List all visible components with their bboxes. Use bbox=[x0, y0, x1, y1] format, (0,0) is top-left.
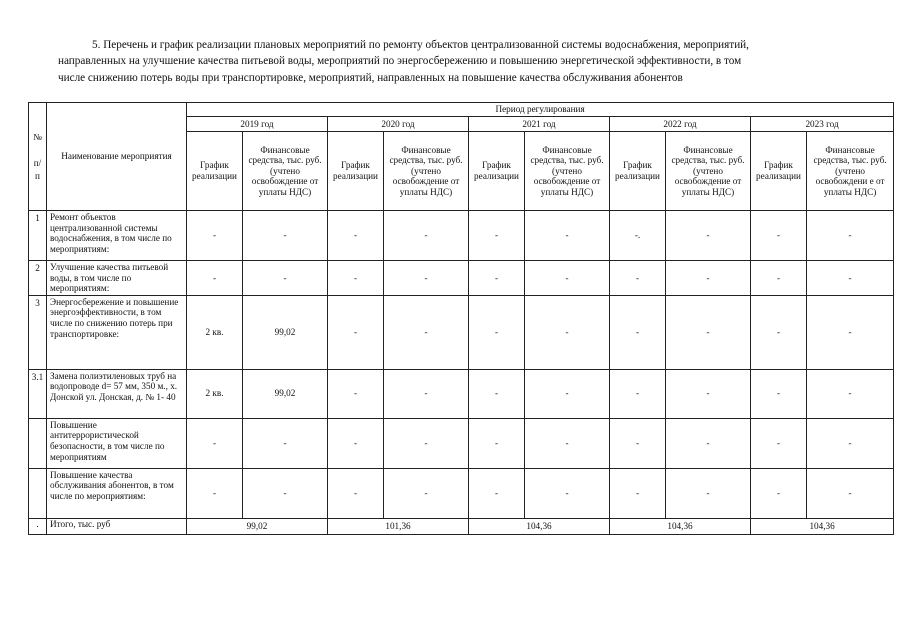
schedule-cell: - bbox=[469, 261, 525, 296]
finance-cell: - bbox=[525, 211, 610, 261]
year-header: 2022 год bbox=[610, 117, 751, 132]
finance-cell: - bbox=[243, 211, 328, 261]
finance-cell: - bbox=[525, 261, 610, 296]
schedule-cell: - bbox=[187, 418, 243, 468]
finance-cell: - bbox=[666, 468, 751, 518]
finance-cell: - bbox=[384, 418, 469, 468]
schedule-cell: -. bbox=[610, 211, 666, 261]
total-value: 104,36 bbox=[469, 518, 610, 534]
schedule-cell: - bbox=[610, 468, 666, 518]
schedule-cell: - bbox=[328, 295, 384, 369]
number-column-header bbox=[29, 103, 47, 211]
number-header-line-3: п bbox=[35, 170, 40, 181]
schedule-cell: - bbox=[328, 261, 384, 296]
finance-cell: - bbox=[666, 418, 751, 468]
year-header: 2019 год bbox=[187, 117, 328, 132]
total-value: 104,36 bbox=[610, 518, 751, 534]
schedule-cell: - bbox=[469, 418, 525, 468]
finance-cell: - bbox=[525, 468, 610, 518]
finance-cell: - bbox=[666, 261, 751, 296]
finance-cell: - bbox=[807, 211, 894, 261]
heading-line-3: числе снижению потерь воды при транспортировке, мероприятий, направленных на повышение качества обслуживания абонентов bbox=[58, 71, 683, 84]
schedule-cell: - bbox=[610, 261, 666, 296]
schedule-header: График реализации bbox=[610, 132, 666, 211]
schedule-header: График реализации bbox=[328, 132, 384, 211]
row-name: Ремонт объектов централизованной системы водоснабжения, в том числе по мероприятиям: bbox=[47, 211, 187, 261]
finance-cell: - bbox=[525, 295, 610, 369]
finance-cell: - bbox=[384, 369, 469, 418]
heading-line-2: направленных на улучшение качества питьевой воды, мероприятий по энергосбережению и повышению энергетической эффективности, в том bbox=[58, 55, 742, 68]
schedule-cell: 2 кв. bbox=[187, 369, 243, 418]
row-number: 2 bbox=[29, 261, 47, 296]
schedule-cell: 2 кв. bbox=[187, 295, 243, 369]
row-name: Энергосбережение и повышение энергоэффективности, в том числе по снижению потерь при транспортировке: bbox=[47, 295, 187, 369]
period-header: Период регулирования bbox=[187, 103, 894, 117]
heading-line-1: 5. Перечень и график реализации плановых мероприятий по ремонту объектов централизованной системы водоснабжения, мероприятий, bbox=[92, 39, 749, 51]
finance-cell: - bbox=[243, 468, 328, 518]
finance-cell: - bbox=[384, 468, 469, 518]
finance-cell: 99,02 bbox=[243, 369, 328, 418]
schedule-cell: - bbox=[328, 369, 384, 418]
schedule-cell: - bbox=[751, 418, 807, 468]
schedule-cell: - bbox=[469, 211, 525, 261]
schedule-header: График реализации bbox=[469, 132, 525, 211]
schedule-header: График реализации bbox=[187, 132, 243, 211]
row-number: 3.1 bbox=[29, 369, 47, 418]
finance-header: Финансовые средства, тыс. руб. (учтено освобождени е от уплаты НДС) bbox=[807, 132, 894, 211]
table-row bbox=[29, 369, 894, 418]
total-label: Итого, тыс. руб bbox=[47, 518, 187, 534]
finance-header: Финансовые средства, тыс. руб. (учтено освобождение от уплаты НДС) bbox=[666, 132, 751, 211]
finance-header: Финансовые средства, тыс. руб. (учтено освобождение от уплаты НДС) bbox=[243, 132, 328, 211]
row-number: 1 bbox=[29, 211, 47, 261]
schedule-cell: - bbox=[328, 211, 384, 261]
schedule-cell: - bbox=[751, 261, 807, 296]
schedule-cell: - bbox=[610, 295, 666, 369]
table-row bbox=[29, 211, 894, 261]
row-name: Повышение качества обслуживания абонентов, в том числе по мероприятиям: bbox=[47, 468, 187, 518]
document-heading bbox=[58, 37, 870, 86]
total-value: 104,36 bbox=[751, 518, 894, 534]
schedule-cell: - bbox=[610, 418, 666, 468]
schedule-cell: - bbox=[469, 295, 525, 369]
finance-cell: - bbox=[666, 369, 751, 418]
schedule-cell: - bbox=[328, 418, 384, 468]
schedule-cell: - bbox=[469, 468, 525, 518]
finance-cell: - bbox=[807, 261, 894, 296]
row-number bbox=[29, 468, 47, 518]
number-header-line-1: № bbox=[33, 131, 42, 142]
finance-cell: - bbox=[666, 211, 751, 261]
finance-cell: - bbox=[243, 261, 328, 296]
table-row bbox=[29, 468, 894, 518]
row-name: Повышение антитеррористической безопасности, в том числе по мероприятиям bbox=[47, 418, 187, 468]
schedule-cell: - bbox=[469, 369, 525, 418]
row-number bbox=[29, 418, 47, 468]
total-value: 99,02 bbox=[187, 518, 328, 534]
finance-cell: - bbox=[807, 418, 894, 468]
finance-cell: - bbox=[384, 211, 469, 261]
schedule-cell: - bbox=[751, 295, 807, 369]
schedule-cell: - bbox=[751, 468, 807, 518]
table-row bbox=[29, 418, 894, 468]
finance-cell: - bbox=[243, 418, 328, 468]
schedule-cell: - bbox=[751, 369, 807, 418]
header-row-period bbox=[29, 103, 894, 117]
row-name: Замена полиэтиленовых труб на водопроводе d= 57 мм, 350 м., х. Донской ул. Донская, д. № 1- 40 bbox=[47, 369, 187, 418]
schedule-cell: - bbox=[187, 211, 243, 261]
finance-cell: - bbox=[384, 261, 469, 296]
finance-header: Финансовые средства, тыс. руб. (учтено освобождение от уплаты НДС) bbox=[384, 132, 469, 211]
finance-cell: - bbox=[384, 295, 469, 369]
number-header-line-2: п/ bbox=[33, 157, 42, 168]
schedule-cell: - bbox=[187, 468, 243, 518]
finance-cell: - bbox=[525, 418, 610, 468]
finance-cell: - bbox=[525, 369, 610, 418]
total-row bbox=[29, 518, 894, 534]
schedule-cell: - bbox=[610, 369, 666, 418]
row-name: Улучшение качества питьевой воды, в том числе по мероприятиям: bbox=[47, 261, 187, 296]
finance-cell: - bbox=[807, 295, 894, 369]
table-row bbox=[29, 295, 894, 369]
year-header: 2020 год bbox=[328, 117, 469, 132]
name-column-header: Наименование мероприятия bbox=[47, 103, 187, 211]
total-value: 101,36 bbox=[328, 518, 469, 534]
finance-cell: - bbox=[807, 468, 894, 518]
year-header: 2023 год bbox=[751, 117, 894, 132]
schedule-header: График реализации bbox=[751, 132, 807, 211]
table-body bbox=[29, 211, 894, 519]
finance-cell: 99,02 bbox=[243, 295, 328, 369]
schedule-cell: - bbox=[328, 468, 384, 518]
finance-cell: - bbox=[666, 295, 751, 369]
finance-cell: - bbox=[807, 369, 894, 418]
table-row bbox=[29, 261, 894, 296]
year-header: 2021 год bbox=[469, 117, 610, 132]
schedule-cell: - bbox=[751, 211, 807, 261]
total-row-number: . bbox=[29, 518, 47, 534]
schedule-cell: - bbox=[187, 261, 243, 296]
finance-header: Финансовые средства, тыс. руб. (учтено освобождение от уплаты НДС) bbox=[525, 132, 610, 211]
row-number: 3 bbox=[29, 295, 47, 369]
plan-table bbox=[28, 102, 894, 535]
